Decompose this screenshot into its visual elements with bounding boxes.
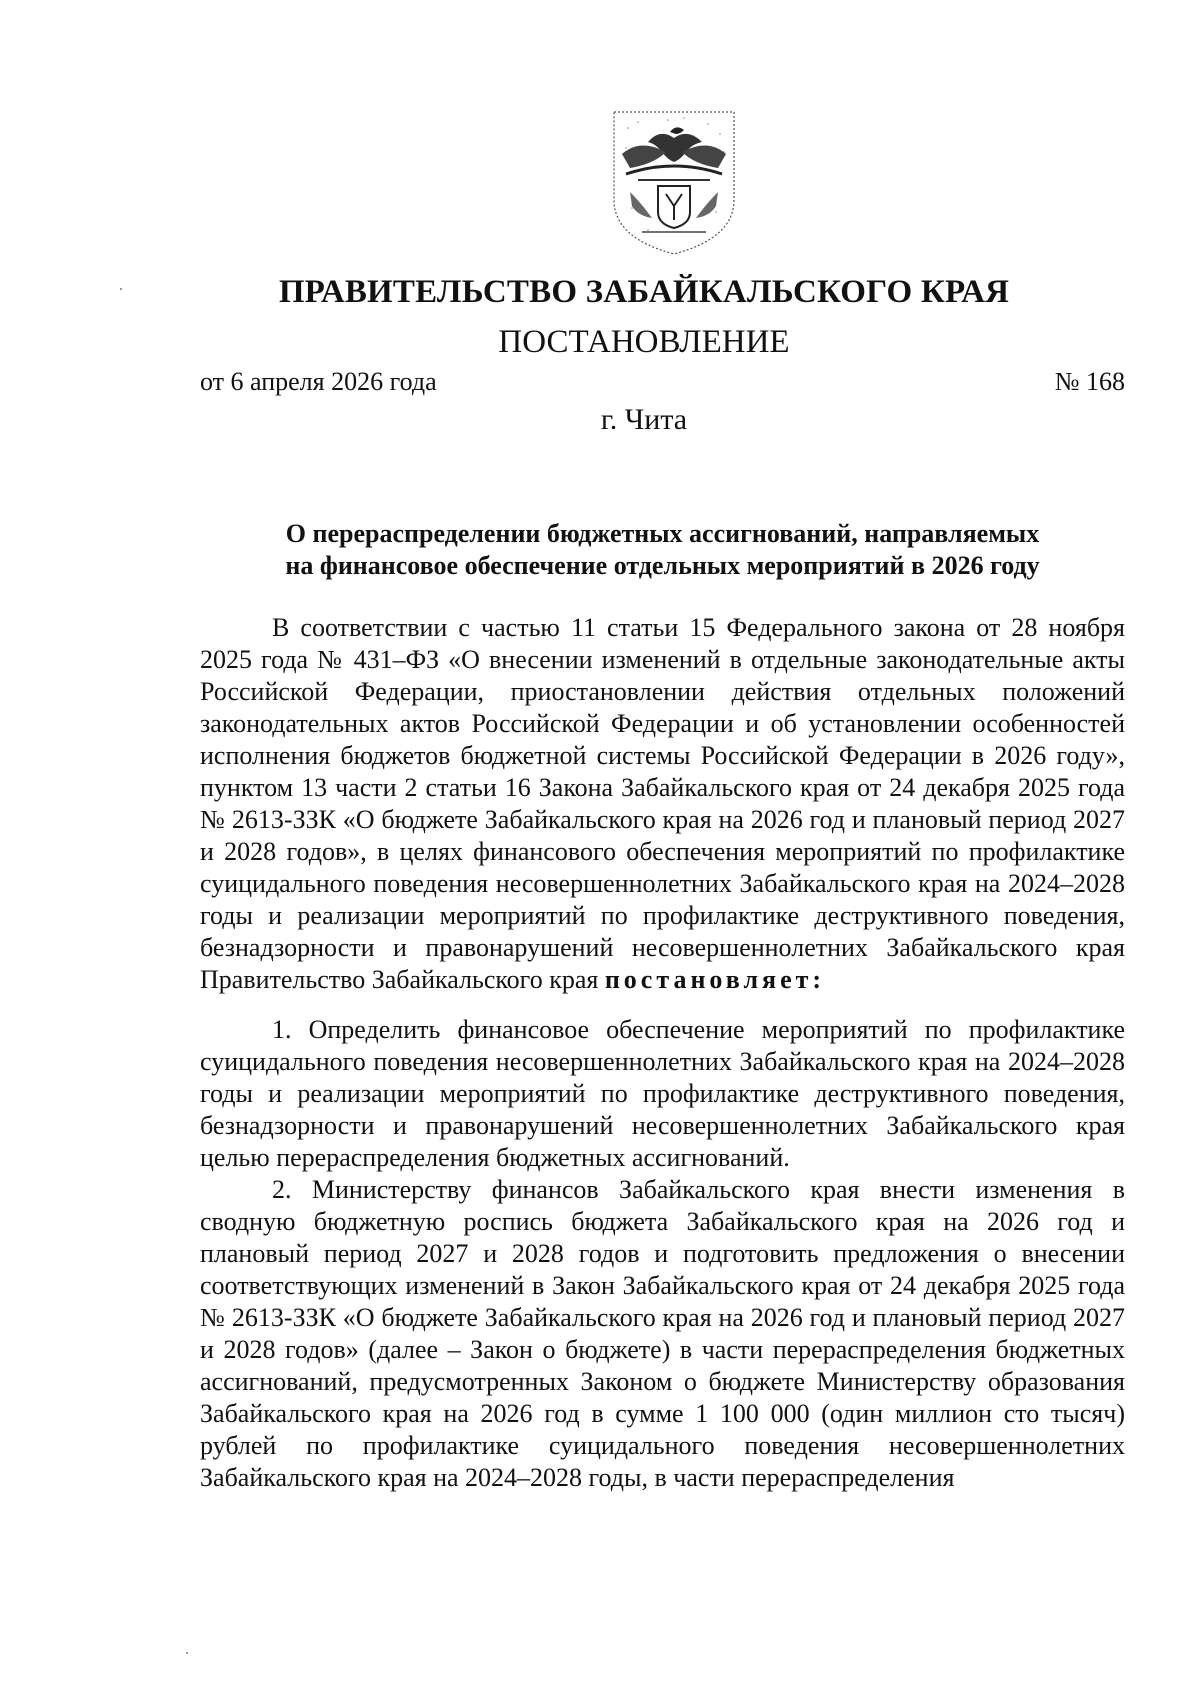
document-city: г. Чита bbox=[600, 403, 688, 436]
preamble-paragraph bbox=[200, 612, 1125, 996]
document-date: от 6 апреля 2026 года bbox=[200, 367, 437, 396]
resolves-keyword: постановляет: bbox=[604, 965, 826, 994]
subject-line-1: О перераспределении бюджетных ассигнований, направляемых bbox=[285, 519, 1040, 548]
document-type: ПОСТАНОВЛЕНИЕ bbox=[498, 324, 790, 360]
item-1-paragraph: 1. Определить финансовое обеспечение мероприятий по профилактике суицидального поведения несовершеннолетних Забайкальского края на 2024–2028 годы и реализации мероприятий по профилактике деструктивного поведения, безнадзорности и правонарушений несовершеннолетних Забайкальского края целью перераспределения бюджетных ассигнований. bbox=[200, 1015, 1125, 1172]
item-2-paragraph: 2. Министерству финансов Забайкальского края внести изменения в сводную бюджетную роспись бюджета Забайкальского края на 2026 год и плановый период 2027 и 2028 годов и подготовить предложения о внесении соответствующих изменений в Закон Забайкальского края от 24 декабря 2025 года № 2613-ЗЗК «О бюджете Забайкальского края на 2026 год и плановый период 2027 и 2028 годов» (далее – Закон о бюджете) в части перераспределения бюджетных ассигнований, предусмотренных Законом о бюджете Министерству образования Забайкальского края на 2026 год в сумме 1 100 000 (один миллион сто тысяч) рублей по профилактике суицидального поведения несовершеннолетних Забайкальского края на 2024–2028 годы, в части перераспределения bbox=[200, 1175, 1125, 1492]
subject-line-2: на финансовое обеспечение отдельных мероприятий в 2026 году bbox=[285, 551, 1040, 580]
scan-speck bbox=[186, 1652, 188, 1654]
organization-title: ПРАВИТЕЛЬСТВО ЗАБАЙКАЛЬСКОГО КРАЯ bbox=[278, 274, 1010, 310]
document-subject bbox=[200, 518, 1125, 582]
document-body bbox=[200, 612, 1125, 1494]
coat-of-arms-icon bbox=[608, 108, 740, 258]
scan-speck bbox=[120, 288, 122, 290]
document-number: № 168 bbox=[1054, 367, 1125, 396]
preamble-text: В соответствии с частью 11 статьи 15 Федерального закона от 28 ноября 2025 года № 431–ФЗ «О внесении изменений в отдельные законодательные акты Российской Федерации, приостановлении действия отдельных положений законодательных актов Российской Федерации и об установлении особенностей исполнения бюджетов бюджетной системы Российской Федерации в 2026 году», пунктом 13 части 2 статьи 16 Закона Забайкальского края от 24 декабря 2025 года № 2613-ЗЗК «О бюджете Забайкальского края на 2026 год и плановый период 2027 и 2028 годов», в целях финансового обеспечения мероприятий по профилактике суицидального поведения несовершеннолетних Забайкальского края на 2024–2028 годы и реализации мероприятий по профилактике деструктивного поведения, безнадзорности и правонарушений несовершеннолетних Забайкальского края Правительство Забайкальского края bbox=[200, 613, 1125, 994]
